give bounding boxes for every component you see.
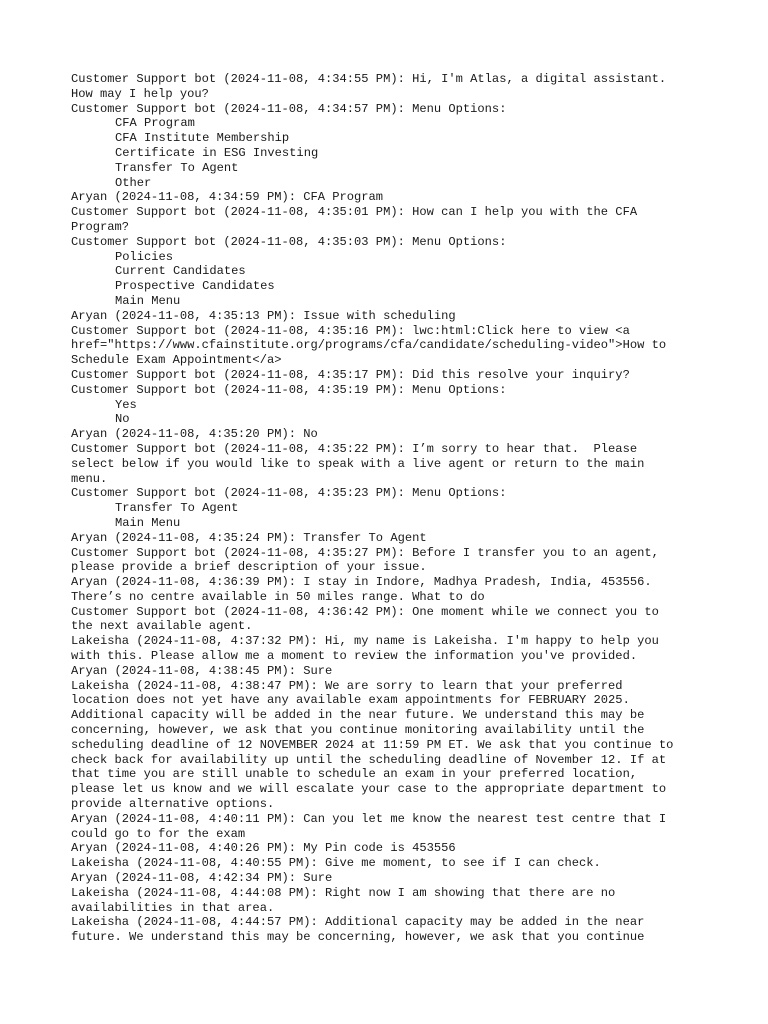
transcript-line: Lakeisha (2024-11-08, 4:38:47 PM): We are sorry to learn that your preferred xyxy=(71,678,623,693)
transcript-line: concerning, however, we ask that you continue monitoring availability until the xyxy=(71,723,645,738)
menu-option-line: CFA Institute Membership xyxy=(115,131,290,146)
transcript-line: There’s no centre available in 50 miles range. What to do xyxy=(71,589,485,604)
transcript-line: Schedule Exam Appointment</a> xyxy=(71,353,282,368)
transcript-line: Lakeisha (2024-11-08, 4:40:55 PM): Give me moment, to see if I can check. xyxy=(71,856,601,871)
transcript-line: Customer Support bot (2024-11-08, 4:35:01 PM): How can I help you with the CFA xyxy=(71,205,638,220)
transcript-line: Additional capacity will be added in the near future. We understand this may be xyxy=(71,708,645,723)
transcript-line: Aryan (2024-11-08, 4:40:11 PM): Can you let me know the nearest test centre that I xyxy=(71,811,667,826)
menu-option-line: Transfer To Agent xyxy=(115,160,239,175)
menu-option-line: Main Menu xyxy=(115,515,181,530)
menu-option-line: Main Menu xyxy=(115,293,181,308)
transcript-line: could go to for the exam xyxy=(71,826,246,841)
menu-option-line: Policies xyxy=(115,249,174,264)
menu-option-line: CFA Program xyxy=(115,116,195,131)
chat-transcript xyxy=(71,72,707,945)
transcript-line: location does not yet have any available exam appointments for FEBRUARY 2025. xyxy=(71,693,630,708)
transcript-line: Customer Support bot (2024-11-08, 4:35:19 PM): Menu Options: xyxy=(71,382,507,397)
transcript-line: Aryan (2024-11-08, 4:42:34 PM): Sure xyxy=(71,871,333,886)
transcript-line: the next available agent. xyxy=(71,619,253,634)
menu-option-line: Yes xyxy=(115,397,137,412)
transcript-line: Customer Support bot (2024-11-08, 4:35:03 PM): Menu Options: xyxy=(71,234,507,249)
transcript-line: Aryan (2024-11-08, 4:34:59 PM): CFA Program xyxy=(71,190,384,205)
transcript-line: check back for availability up until the scheduling deadline of November 12. If at xyxy=(71,752,667,767)
transcript-line: How may I help you? xyxy=(71,86,209,101)
transcript-line: Aryan (2024-11-08, 4:36:39 PM): I stay in Indore, Madhya Pradesh, India, 453556. xyxy=(71,575,652,590)
transcript-line: Program? xyxy=(71,219,130,234)
transcript-line: that time you are still unable to schedule an exam in your preferred location, xyxy=(71,767,638,782)
transcript-line: Lakeisha (2024-11-08, 4:44:08 PM): Right now I am showing that there are no xyxy=(71,885,616,900)
transcript-line: Lakeisha (2024-11-08, 4:37:32 PM): Hi, my name is Lakeisha. I'm happy to help you xyxy=(71,634,659,649)
transcript-line: Customer Support bot (2024-11-08, 4:35:23 PM): Menu Options: xyxy=(71,486,507,501)
transcript-line: future. We understand this may be concerning, however, we ask that you continue xyxy=(71,930,645,945)
transcript-line: Aryan (2024-11-08, 4:35:24 PM): Transfer To Agent xyxy=(71,530,427,545)
transcript-line: Aryan (2024-11-08, 4:40:26 PM): My Pin code is 453556 xyxy=(71,841,456,856)
transcript-line: menu. xyxy=(71,471,108,486)
transcript-line: Customer Support bot (2024-11-08, 4:34:57 PM): Menu Options: xyxy=(71,101,507,116)
transcript-line: href="https://www.cfainstitute.org/programs/cfa/candidate/scheduling-video">How to xyxy=(71,338,667,353)
menu-option-line: Other xyxy=(115,175,152,190)
transcript-line: please provide a brief description of your issue. xyxy=(71,560,427,575)
transcript-line: Customer Support bot (2024-11-08, 4:35:16 PM): lwc:html:Click here to view <a xyxy=(71,323,630,338)
transcript-line: Customer Support bot (2024-11-08, 4:35:27 PM): Before I transfer you to an agent, xyxy=(71,545,659,560)
transcript-line: Customer Support bot (2024-11-08, 4:36:42 PM): One moment while we connect you to xyxy=(71,604,659,619)
transcript-line: select below if you would like to speak with a live agent or return to the main xyxy=(71,456,645,471)
transcript-line: Aryan (2024-11-08, 4:35:13 PM): Issue with scheduling xyxy=(71,308,456,323)
transcript-line: please let us know and we will escalate your case to the appropriate department to xyxy=(71,782,667,797)
transcript-line: scheduling deadline of 12 NOVEMBER 2024 at 11:59 PM ET. We ask that you continue to xyxy=(71,737,674,752)
menu-option-line: Transfer To Agent xyxy=(115,501,239,516)
transcript-line: with this. Please allow me a moment to review the information you've provided. xyxy=(71,649,638,664)
transcript-line: Lakeisha (2024-11-08, 4:44:57 PM): Additional capacity may be added in the near xyxy=(71,915,645,930)
transcript-line: Aryan (2024-11-08, 4:35:20 PM): No xyxy=(71,427,318,442)
transcript-line: Customer Support bot (2024-11-08, 4:35:17 PM): Did this resolve your inquiry? xyxy=(71,367,630,382)
menu-option-line: Current Candidates xyxy=(115,264,246,279)
menu-option-line: No xyxy=(115,412,130,427)
menu-option-line: Prospective Candidates xyxy=(115,279,275,294)
transcript-line: Aryan (2024-11-08, 4:38:45 PM): Sure xyxy=(71,663,333,678)
transcript-line: provide alternative options. xyxy=(71,797,275,812)
transcript-line: Customer Support bot (2024-11-08, 4:34:55 PM): Hi, I'm Atlas, a digital assistant. xyxy=(71,72,667,86)
transcript-line: Customer Support bot (2024-11-08, 4:35:22 PM): I’m sorry to hear that. Please xyxy=(71,441,638,456)
menu-option-line: Certificate in ESG Investing xyxy=(115,145,319,160)
transcript-line: availabilities in that area. xyxy=(71,900,275,915)
